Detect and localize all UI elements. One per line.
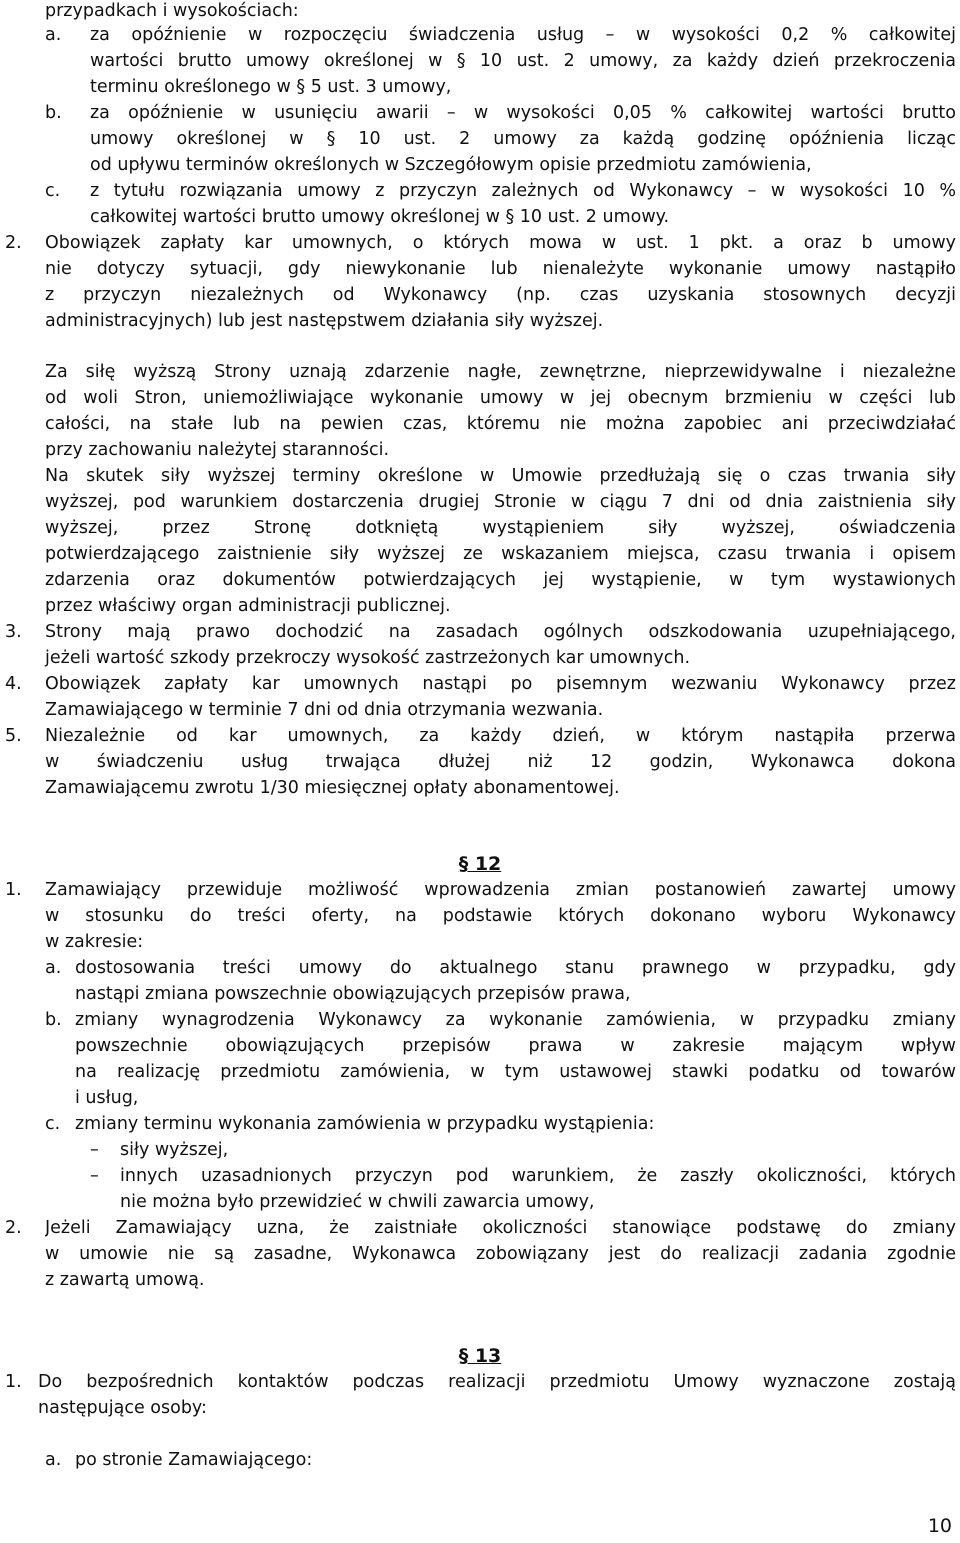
text-line: nastąpi zmiana powszechnie obowiązujących przepisów prawa, <box>75 984 631 1004</box>
text-line: Jeżeli Zamawiający uzna, że zaistniałe okoliczności stanowiące podstawę do zmiany <box>45 1218 956 1238</box>
section-heading-12: § 12 <box>458 853 502 875</box>
text-line: nie dotyczy sytuacji, gdy niewykonanie lub nienależyte wykonanie umowy nastąpiło <box>45 259 956 279</box>
text-line: jeżeli wartość szkody przekroczy wysokość zastrzeżonych kar umownych. <box>45 648 691 668</box>
text-line: przy zachowaniu należytej staranności. <box>45 440 390 460</box>
text-line: za opóźnienie w usunięciu awarii – w wysokości 0,05 % całkowitej wartości brutto <box>90 103 956 123</box>
text-line: przypadkach i wysokościach: <box>45 1 299 21</box>
list-marker: b. <box>45 103 62 123</box>
section-heading-13: § 13 <box>458 1345 502 1367</box>
text-line: z zawartą umową. <box>45 1270 205 1290</box>
text-line: Zamawiającego w terminie 7 dni od dnia otrzymania wezwania. <box>45 700 604 720</box>
list-marker: b. <box>45 1010 62 1030</box>
list-marker: c. <box>45 181 61 201</box>
text-line: i usług, <box>75 1088 139 1108</box>
text-line: innych uzasadnionych przyczyn pod warunkiem, że zaszły okoliczności, których <box>120 1166 956 1186</box>
text-line: Do bezpośrednich kontaktów podczas realizacji przedmiotu Umowy wyznaczone zostają <box>38 1372 956 1392</box>
text-line: Obowiązek zapłaty kar umownych nastąpi po pisemnym wezwaniu Wykonawcy przez <box>45 674 956 694</box>
text-line: Niezależnie od kar umownych, za każdy dzień, w którym nastąpiła przerwa <box>45 726 956 746</box>
text-line: całkowitej wartości brutto umowy określonej w § 10 ust. 2 umowy. <box>90 207 670 227</box>
dash-marker: – <box>90 1166 99 1186</box>
text-line: Zamawiający przewiduje możliwość wprowadzenia zmian postanowień zawartej umowy <box>45 880 956 900</box>
text-line: po stronie Zamawiającego: <box>75 1450 313 1470</box>
text-line: Obowiązek zapłaty kar umownych, o których mowa w ust. 1 pkt. a oraz b umowy <box>45 233 956 253</box>
page-number: 10 <box>927 1515 952 1537</box>
text-line: potwierdzającego zaistnienie siły wyższej ze wskazaniem miejsca, czasu trwania i opisem <box>45 544 956 564</box>
list-marker: a. <box>45 958 62 978</box>
text-line: nie można było przewidzieć w chwili zawarcia umowy, <box>120 1192 595 1212</box>
text-line: z przyczyn niezależnych od Wykonawcy (np. czas uzyskania stosownych decyzji <box>45 285 956 305</box>
text-line: powszechnie obowiązujących przepisów prawa w zakresie mającym wpływ <box>75 1036 956 1056</box>
text-line: w stosunku do treści oferty, na podstawie których dokonano wyboru Wykonawcy <box>45 906 956 926</box>
text-line: całości, na stałe lub na pewien czas, któremu nie można zapobiec ani przeciwdziałać <box>45 414 956 434</box>
text-line: zmiany wynagrodzenia Wykonawcy za wykonanie zamówienia, w przypadku zmiany <box>75 1010 956 1030</box>
text-line: w umowie nie są zasadne, Wykonawca zobowiązany jest do realizacji zadania zgodnie <box>45 1244 956 1264</box>
list-marker: 3. <box>5 622 22 642</box>
text-line: z tytułu rozwiązania umowy z przyczyn zależnych od Wykonawcy – w wysokości 10 % <box>90 181 956 201</box>
text-line: przez właściwy organ administracji publicznej. <box>45 596 451 616</box>
text-line: wyższej, przez Stronę dotkniętą wystąpieniem siły wyższej, oświadczenia <box>45 518 956 538</box>
text-line: w świadczeniu usług trwająca dłużej niż 12 godzin, Wykonawca dokona <box>45 752 956 772</box>
text-line: Za siłę wyższą Strony uznają zdarzenie nagłe, zewnętrzne, nieprzewidywalne i niezależne <box>45 362 956 382</box>
text-line: za opóźnienie w rozpoczęciu świadczenia usług – w wysokości 0,2 % całkowitej <box>90 25 956 45</box>
text-line: umowy określonej w § 10 ust. 2 umowy za każdą godzinę opóźnienia licząc <box>90 129 956 149</box>
list-marker: c. <box>45 1114 61 1134</box>
text-line: następujące osoby: <box>38 1398 207 1418</box>
list-marker: 4. <box>5 674 22 694</box>
list-marker: 5. <box>5 726 22 746</box>
text-line: zdarzenia oraz dokumentów potwierdzających jej wystąpienie, w tym wystawionych <box>45 570 956 590</box>
text-line: od woli Stron, uniemożliwiające wykonanie umowy w jej obecnym brzmieniu w części lub <box>45 388 956 408</box>
text-line: w zakresie: <box>45 932 144 952</box>
text-line: terminu określonego w § 5 ust. 3 umowy, <box>90 77 452 97</box>
text-line: Strony mają prawo dochodzić na zasadach ogólnych odszkodowania uzupełniającego, <box>45 622 956 642</box>
text-line: Na skutek siły wyższej terminy określone w Umowie przedłużają się o czas trwania siły <box>45 466 956 486</box>
text-line: dostosowania treści umowy do aktualnego stanu prawnego w przypadku, gdy <box>75 958 956 978</box>
text-line: administracyjnych) lub jest następstwem działania siły wyższej. <box>45 311 604 331</box>
list-marker: 1. <box>5 1372 22 1392</box>
dash-marker: – <box>90 1140 99 1160</box>
text-line: Zamawiającemu zwrotu 1/30 miesięcznej opłaty abonamentowej. <box>45 778 620 798</box>
list-marker: 2. <box>5 1218 22 1238</box>
text-line: wartości brutto umowy określonej w § 10 ust. 2 umowy, za każdy dzień przekroczenia <box>90 51 956 71</box>
list-marker: 2. <box>5 233 22 253</box>
text-line: siły wyższej, <box>120 1140 229 1160</box>
list-marker: 1. <box>5 880 22 900</box>
list-marker: a. <box>45 25 62 45</box>
text-line: zmiany terminu wykonania zamówienia w przypadku wystąpienia: <box>75 1114 655 1134</box>
text-line: wyższej, pod warunkiem dostarczenia drugiej Stronie w ciągu 7 dni od dnia zaistnienia siły <box>45 492 956 512</box>
list-marker: a. <box>45 1450 62 1470</box>
text-line: od upływu terminów określonych w Szczegółowym opisie przedmiotu zamówienia, <box>90 155 812 175</box>
text-line: na realizację przedmiotu zamówienia, w tym ustawowej stawki podatku od towarów <box>75 1062 956 1082</box>
